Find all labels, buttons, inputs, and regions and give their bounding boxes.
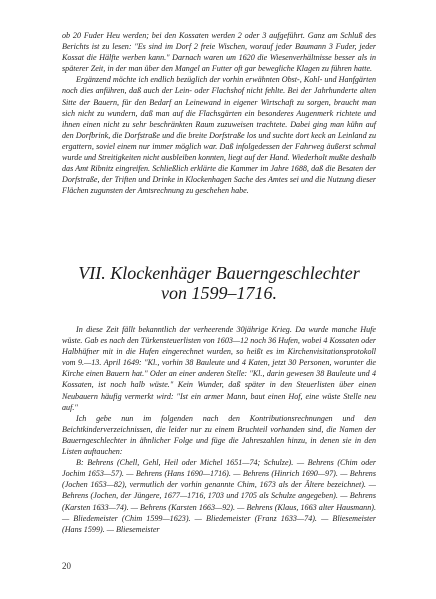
paragraph: ob 20 Fuder Heu werden; bei den Kossaten werden 2 oder 3 aufgeführt. Ganz am Schluß des Berichts ist zu lesen: "Es sind im Dorf 2 freie Wischen, worauf jeder Baumann 3 Fuder, jeder Kossat die Hälfte werben kann." Darnach waren um 1620 die Wiesenverhältnisse besser als in späterer Zeit, in der man über den Mangel an Futter oft gar bewegliche Klagen zu führen hatte. (62, 31, 376, 74)
section-heading (62, 263, 376, 303)
section-heading-line-2: von 1599–1716. (161, 283, 277, 303)
paragraph: Ich gebe nun im folgenden nach den Kontributionsrechnungen und den Beichtkinderverzeichnissen, die leider nur zu einem Bruchteil vorhanden sind, die Namen der Bauerngeschlechter in ähnlicher Folge und füge die Jahreszahlen hinzu, in denen sie in den Listen auftauchen: (62, 413, 376, 457)
section-heading-line-1: VII. Klockenhäger Bauerngeschlechter (78, 263, 360, 283)
paragraph: B: Behrens (Chell, Gehl, Heil oder Michel 1651—74; Schulze). — Behrens (Chim oder Jochim 1653—57). — Behrens (Hans 1690—1716). — Behrens (Hinrich 1690—97). — Behrens (Jochen 1653—82), vermutlich der vorhin genannte Chim, 1673 als der Ältere bezeichnet). — Behrens (Jochen, der Jüngere, 1677—1716, 1703 und 1705 als Schulze angegeben). — Behrens (Karsten 1633—74). — Behrens (Karsten 1663—92). — Behrens (Klaus, 1663 alter Hausmann). — Bliedemeister (Chim 1599—1623). — Bliedemeister (Franz 1633—74). — Bliesemeister (Hans 1599). — Bliesemeister (62, 458, 376, 534)
text-block-top (62, 30, 376, 196)
paragraph: In diese Zeit fällt bekanntlich der verheerende 30jährige Krieg. Da wurde manche Hufe wüste. Gab es nach den Türkensteuerlisten von 1603—12 noch 36 Hufen, wobei 4 Kossaten oder Halbhüfner mit in die Hufen eingerechnet wurden, so heißt es im Kirchenvisitationsprotokoll vom 9.—13. April 1649: "Kl., vorhin 38 Bauleute und 4 Katen, jetzt 30 Personen, worunter die Kirche einen Bauern hat." Oder an einer anderen Stelle: "Kl., darin gewesen 38 Bauleute und 4 Kossaten, ist noch halb wüste." Kein Wunder, daß später in den Steuerlisten über einen Neubauern häufig vermerkt wird: "Ist ein armer Mann, baut einen Hof, eine wüste Stelle neu auf." (62, 325, 376, 412)
paragraph: Ergänzend möchte ich endlich bezüglich der vorhin erwähnten Obst-, Kohl- und Hanfgärten noch dies anführen, daß auch der Lein- oder Flachshof nicht fehlte. Bei der Jahrhunderte alten Sitte der Bauern, für den Bedarf an Leinewand in eigener Wirtschaft zu sorgen, braucht man sich nicht zu wundern, daß man auf die Flachsgärten ein besonderes Augenmerk richtete und ihnen einen nicht zu sehr beschränkten Raum zuzuweisen trachtete. Dabei ging man kühn auf den Dorfbrink, die Dorfstraße und die breite Dorfstraße los und suchte dort keck an Leinland zu ergattern, soviel einem nur immer möglich war. Daß infolgedessen der Fahrweg äußerst schmal wurde und Streitigkeiten nicht ausbleiben konnten, liegt auf der Hand. Wiederholt mußte deshalb das Amt Ribnitz eingreifen. Schließlich erklärte die Kammer im Jahre 1688, daß die Besaten der Dorfstraße, der Triften und Drinke in Klockenhagen Sache des Amtes sei und die Nutzung dieser Flächen zugunsten der Amtsrechnung zu geschehen habe. (62, 75, 376, 196)
page-number: 20 (62, 561, 71, 571)
text-block-bottom (62, 324, 376, 535)
